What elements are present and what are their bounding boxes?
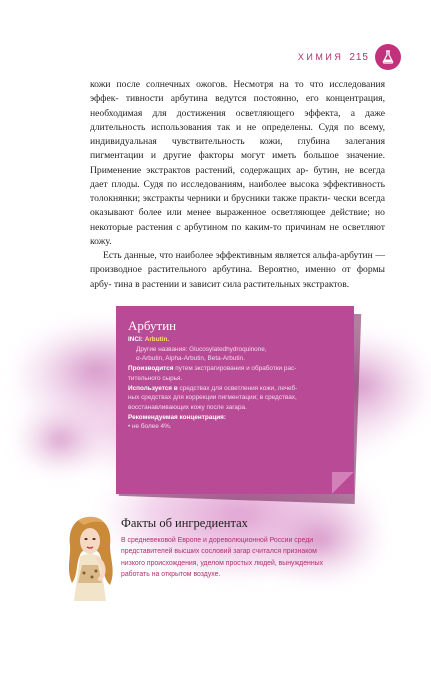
produced-line-2: тительного сырья. — [128, 374, 183, 382]
used-text: средствах для осветления кожи, лечеб- — [177, 384, 298, 392]
ingredient-card — [116, 306, 354, 494]
flask-icon — [375, 44, 401, 70]
facts-line-3: низкого происхождения, уделом простых людей, вынужденных — [121, 559, 324, 567]
other-names-line-2: α-Arbutin, Alpha-Arbutin, Beta-Arbutin. — [136, 355, 245, 363]
facts-line-4: работать на открытом воздухе. — [121, 570, 221, 578]
other-names-line-1: Другие названия: Glucosylatedhydroquinone, — [136, 345, 267, 353]
used-label: Используется в — [128, 384, 178, 392]
inci-line — [128, 335, 344, 345]
paragraph-1: кожи после солнечных ожогов. Несмотря на то что исследования эффек- тивности арбутина ведутся постоянно, его концентрация, необходимая для достижения осветляющего эффекта, а даже длительность использования так и не определены. Судя по всему, индивидуальная чувствительность кожи, глубина залегания пигментации и другие факторы могут иметь большое значение. Применение экстрактов растений, содержащих ар- бутин, не всегда дает плоды. Судя по исследованиям, наиболее высока эффективность толокнянки; экстракты черники и брусники также практи- чески всегда оказывают более или менее выраженное осветляющее действие; но некоторые растения с арбутином по каким-то причинам не осветляют кожу. — [90, 79, 385, 247]
body-text — [90, 78, 385, 292]
concentration-label: Рекомендуемая концентрация: — [128, 413, 227, 421]
used-line-2: ных средствах для коррекции пигментации; в средствах, — [128, 394, 297, 402]
card-title: Арбутин — [128, 318, 177, 333]
used-line — [128, 384, 344, 394]
facts-title: Факты об ингредиентах — [121, 516, 248, 530]
inci-value: Arbutin. — [144, 336, 170, 343]
facts-text — [121, 535, 386, 580]
section-title: ХИМИЯ — [297, 52, 344, 62]
page-header — [298, 44, 401, 70]
facts-line-1: В средневековой Европе и дореволюционной России среди — [121, 537, 314, 544]
woman-illustration — [60, 513, 120, 603]
produced-line — [128, 364, 344, 374]
used-line-3: восстанавливающих кожу после загара. — [128, 403, 247, 411]
page-number: 215 — [349, 51, 369, 63]
produced-text: путем экстрагирования и обработки рас- — [173, 365, 297, 373]
concentration-value: • не более 4%. — [128, 423, 172, 431]
facts-line-2: представителей высших сословий загар считался признаком — [121, 548, 317, 556]
paragraph-2: Есть данные, что наиболее эффективным является альфа-арбутин — производное растительного арбутина. Вероятно, именно от формы арбу- тина в растении и зависит сила растительных экстрактов. — [90, 250, 385, 290]
card-folded-corner — [332, 472, 354, 494]
inci-label: INCI: — [128, 336, 143, 343]
produced-label: Производится — [128, 365, 174, 373]
